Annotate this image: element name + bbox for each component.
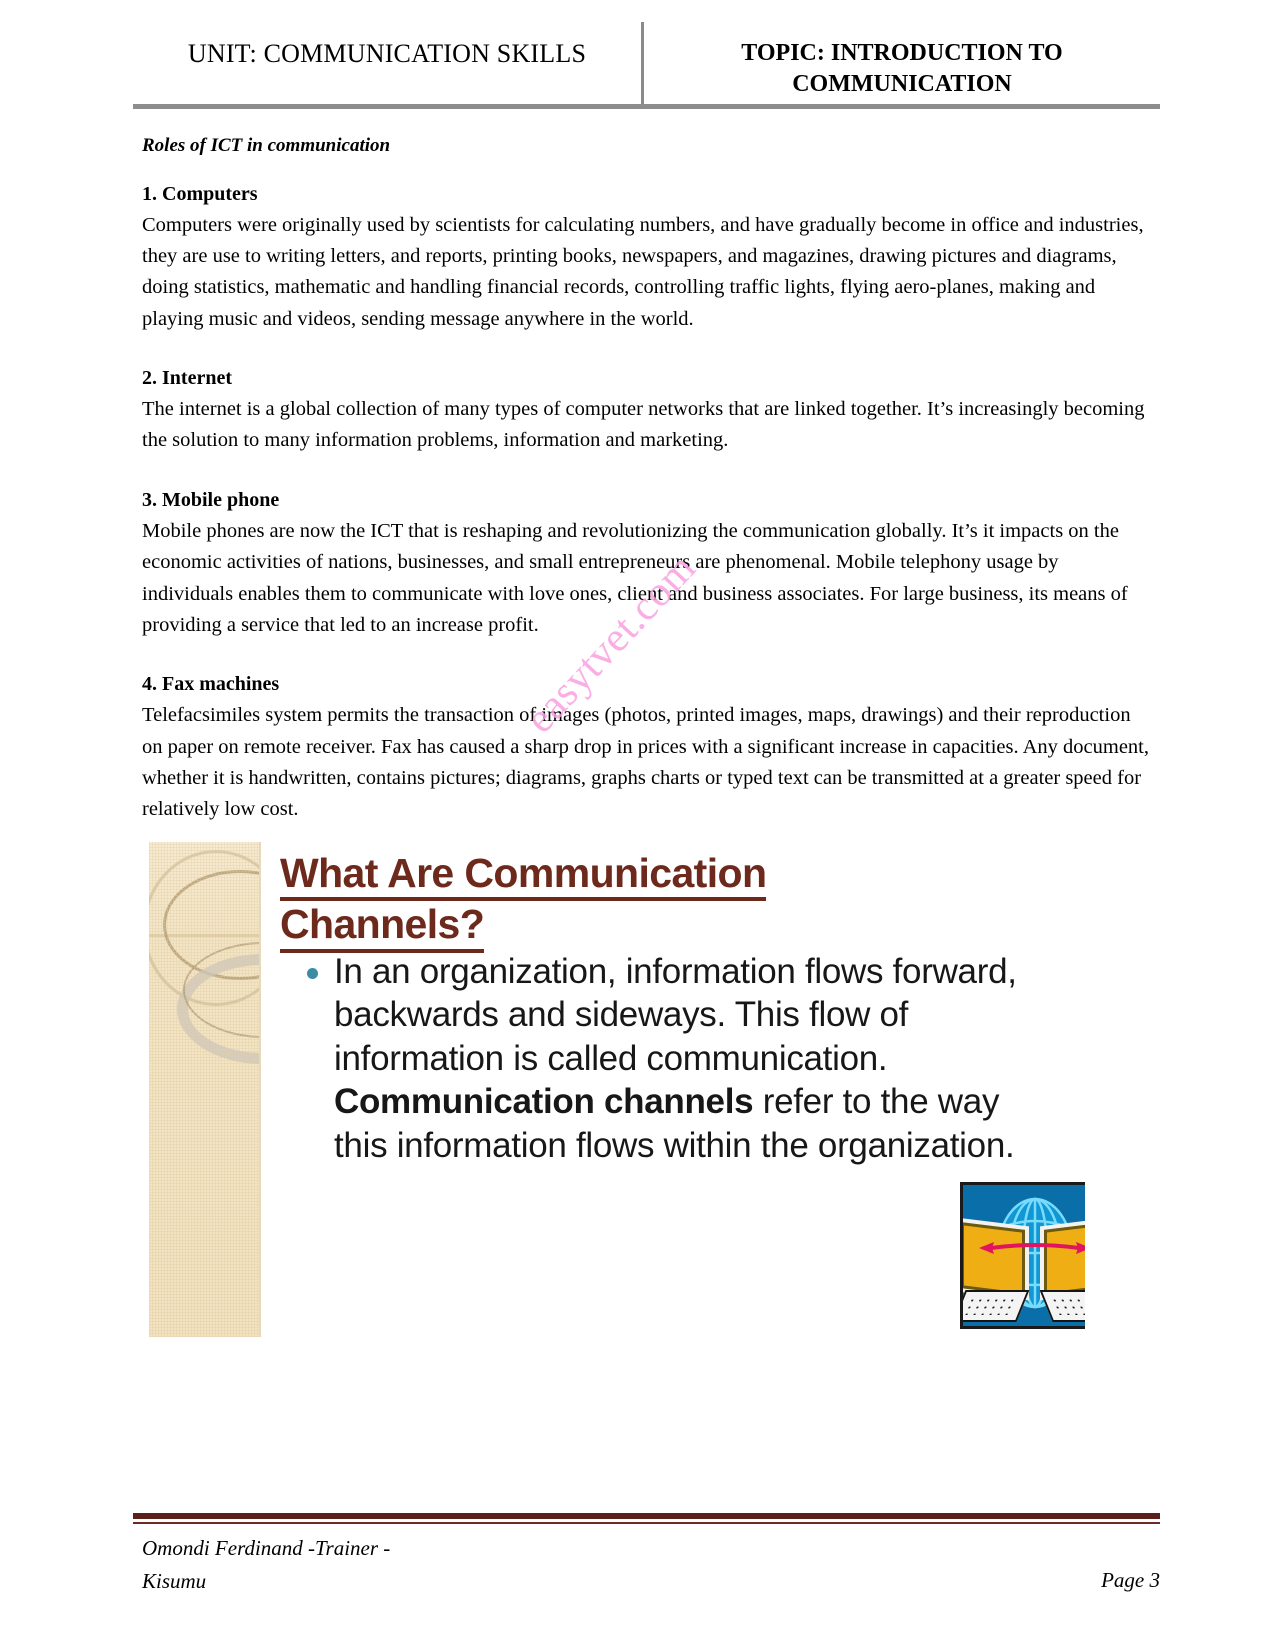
- embedded-slide-image: [140, 838, 1085, 1340]
- decorative-arc-icon: [183, 942, 261, 1038]
- bullet-text-part2: refer to the way this information flows within the organization.: [334, 1082, 1015, 1165]
- decorative-arc-icon: [149, 850, 261, 1006]
- heading-internet: 2. Internet: [142, 367, 232, 390]
- slide-title-line1: What Are Communication: [280, 850, 766, 901]
- slide-title: [280, 850, 980, 953]
- footer-rule-bottom: [133, 1522, 1160, 1524]
- monitor-right-keyboard: [1040, 1290, 1085, 1322]
- footer-author-line1: Omondi Ferdinand -Trainer -: [142, 1536, 391, 1560]
- header-topic: TOPIC: INTRODUCTION TO COMMUNICATION: [741, 40, 1063, 97]
- monitor-right-icon: [1044, 1218, 1085, 1322]
- sidebar-band: [149, 934, 259, 937]
- decorative-arc-icon: [177, 954, 261, 1064]
- footer-rule-top: [133, 1513, 1160, 1519]
- bidirectional-arrow-icon: [979, 1241, 1085, 1251]
- page-header: [133, 22, 1160, 108]
- monitor-left-keyboard: [960, 1290, 1029, 1322]
- monitor-right-screen: [1044, 1222, 1085, 1296]
- header-unit: UNIT: COMMUNICATION SKILLS: [187, 39, 587, 68]
- footer-author-line2: Kisumu: [142, 1568, 207, 1593]
- slide-decorative-sidebar: [149, 842, 261, 1337]
- section-subtitle: Roles of ICT in communication: [142, 135, 391, 156]
- monitor-left-screen: [961, 1222, 1025, 1296]
- decorative-arc-icon: [163, 870, 261, 980]
- heading-mobile-phone: 3. Mobile phone: [142, 488, 280, 511]
- paragraph-internet: The internet is a global collection of many types of computer networks that are linked together. It’s increasingly becoming the solution to many information problems, information and marketing.: [142, 398, 1145, 452]
- monitor-left-icon: [960, 1218, 1025, 1322]
- header-rule: [133, 104, 1160, 109]
- paragraph-fax-machines: Telefacsimiles system permits the transaction of images (photos, printed images, maps, drawings) and their reproduction on paper on remote receiver. Fax has caused a sharp drop in prices with a significant increase in capacities. Any document, whether it is handwritten, contains pictures; diagrams, graphs charts or typed text can be transmitted at a greater speed for relatively low cost.: [142, 704, 1149, 821]
- paragraph-computers: Computers were originally used by scientists for calculating numbers, and have gradually become in office and industries, they are use to writing letters, and reports, printing books, newspapers, and magazines, drawing pictures and diagrams, doing statistics, mathematic and handling financial records, controlling traffic lights, flying aero-planes, making and playing music and videos, sending message anywhere in the world.: [142, 213, 1144, 330]
- footer-page-number: Page 3: [1101, 1568, 1160, 1592]
- document-body: [142, 134, 1152, 844]
- heading-computers: 1. Computers: [142, 182, 258, 205]
- bullet-text-bold: Communication channels: [334, 1082, 754, 1122]
- bullet-text-part1: In an organization, information flows forward, backwards and sideways. This flow of information is called communication.: [334, 952, 1017, 1078]
- footer-author: [142, 1532, 742, 1597]
- communication-clipart: [960, 1182, 1085, 1329]
- bullet-dot-icon: [307, 968, 318, 979]
- paragraph-mobile-phone: Mobile phones are now the ICT that is reshaping and revolutionizing the communication globally. It’s it impacts on the economic activities of nations, businesses, and small entrepreneurs are phenomenal. Mobile telephony usage by individuals enables them to communicate with love ones, client and business associates. For large business, its means of providing a service that led to an increase profit.: [142, 519, 1128, 636]
- slide-title-line2: Channels?: [280, 901, 484, 952]
- heading-fax-machines: 4. Fax machines: [142, 673, 280, 696]
- watermark-easytvet: easytvet.com: [516, 545, 705, 743]
- slide-bullet-item: [307, 950, 1047, 1167]
- slide-bullet-text: [334, 950, 1047, 1167]
